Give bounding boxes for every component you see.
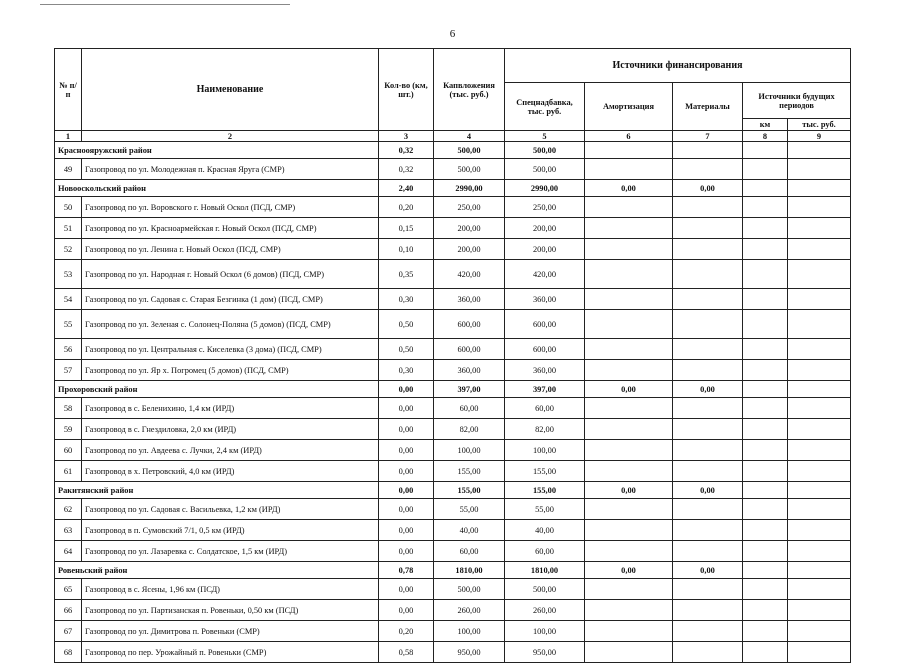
row-surcharge: 155,00 [505, 461, 585, 482]
table-row [55, 159, 851, 180]
row-name: Газопровод по пер. Урожайный п. Ровеньки (СМР) [82, 642, 379, 663]
col-number-9: 9 [788, 131, 851, 142]
row-name: Газопровод в х. Петровский, 4,0 км (ИРД) [82, 461, 379, 482]
table-row [55, 621, 851, 642]
row-future-km [743, 218, 788, 239]
row-future-sum [788, 159, 851, 180]
row-future-km [743, 159, 788, 180]
row-qty: 0,00 [379, 440, 434, 461]
row-materials [673, 642, 743, 663]
row-invest: 155,00 [434, 461, 505, 482]
row-materials [673, 579, 743, 600]
row-name: Газопровод по ул. Партизанская п. Ровеньки, 0,50 км (ПСД) [82, 600, 379, 621]
table-row [55, 541, 851, 562]
row-name: Газопровод по ул. Авдеева с. Лучки, 2,4 км (ИРД) [82, 440, 379, 461]
col-number-8: 8 [743, 131, 788, 142]
row-name: Газопровод по ул. Воровского г. Новый Оскол (ПСД, СМР) [82, 197, 379, 218]
district-amortization: 0,00 [585, 381, 673, 398]
row-name: Газопровод по ул. Садовая с. Старая Безгинка (1 дом) (ПСД, СМР) [82, 289, 379, 310]
district-row [55, 562, 851, 579]
row-future-km [743, 360, 788, 381]
row-number: 66 [55, 600, 82, 621]
row-materials [673, 398, 743, 419]
row-materials [673, 419, 743, 440]
table-row [55, 440, 851, 461]
row-qty: 0,50 [379, 339, 434, 360]
row-future-km [743, 600, 788, 621]
row-materials [673, 218, 743, 239]
row-amortization [585, 218, 673, 239]
row-invest: 200,00 [434, 239, 505, 260]
district-future-km [743, 482, 788, 499]
row-qty: 0,00 [379, 419, 434, 440]
row-name: Газопровод по ул. Народная г. Новый Оскол (6 домов) (ПСД, СМР) [82, 260, 379, 289]
col-number-6: 6 [585, 131, 673, 142]
financing-table [54, 48, 851, 663]
row-amortization [585, 461, 673, 482]
row-number: 49 [55, 159, 82, 180]
row-amortization [585, 499, 673, 520]
row-surcharge: 60,00 [505, 398, 585, 419]
table-row [55, 499, 851, 520]
district-future-km [743, 381, 788, 398]
row-future-km [743, 310, 788, 339]
row-surcharge: 200,00 [505, 218, 585, 239]
district-title: Прохоровский район [55, 381, 379, 398]
col-number-4: 4 [434, 131, 505, 142]
district-materials [673, 142, 743, 159]
row-future-sum [788, 520, 851, 541]
row-invest: 250,00 [434, 197, 505, 218]
row-number: 62 [55, 499, 82, 520]
row-future-sum [788, 440, 851, 461]
header-invest: Капвложения (тыс. руб.) [434, 49, 505, 131]
row-amortization [585, 310, 673, 339]
row-name: Газопровод по ул. Красноармейская г. Новый Оскол (ПСД, СМР) [82, 218, 379, 239]
row-qty: 0,20 [379, 197, 434, 218]
row-materials [673, 520, 743, 541]
district-surcharge: 155,00 [505, 482, 585, 499]
row-name: Газопровод по ул. Ленина г. Новый Оскол (ПСД, СМР) [82, 239, 379, 260]
district-future-km [743, 180, 788, 197]
row-invest: 60,00 [434, 541, 505, 562]
top-edge-line [40, 4, 290, 5]
row-invest: 55,00 [434, 499, 505, 520]
row-qty: 0,00 [379, 541, 434, 562]
row-future-sum [788, 419, 851, 440]
district-qty: 0,32 [379, 142, 434, 159]
district-future-sum [788, 482, 851, 499]
row-future-sum [788, 260, 851, 289]
district-invest: 2990,00 [434, 180, 505, 197]
row-name: Газопровод в с. Гнездиловка, 2,0 км (ИРД) [82, 419, 379, 440]
row-number: 68 [55, 642, 82, 663]
row-number: 60 [55, 440, 82, 461]
row-invest: 500,00 [434, 579, 505, 600]
table-row [55, 218, 851, 239]
row-future-km [743, 461, 788, 482]
district-future-sum [788, 562, 851, 579]
row-amortization [585, 621, 673, 642]
district-amortization: 0,00 [585, 180, 673, 197]
header-amortization: Амортизация [585, 83, 673, 131]
table-row [55, 520, 851, 541]
district-qty: 0,00 [379, 381, 434, 398]
district-surcharge: 500,00 [505, 142, 585, 159]
row-number: 63 [55, 520, 82, 541]
row-name: Газопровод по ул. Центральная с. Киселевка (3 дома) (ПСД, СМР) [82, 339, 379, 360]
district-invest: 1810,00 [434, 562, 505, 579]
row-name: Газопровод в с. Ясены, 1,96 км (ПСД) [82, 579, 379, 600]
row-future-sum [788, 461, 851, 482]
row-future-km [743, 239, 788, 260]
row-surcharge: 420,00 [505, 260, 585, 289]
row-materials [673, 197, 743, 218]
header-num: № п/п [55, 49, 82, 131]
row-qty: 0,58 [379, 642, 434, 663]
row-future-km [743, 398, 788, 419]
row-surcharge: 500,00 [505, 579, 585, 600]
row-future-km [743, 520, 788, 541]
row-invest: 260,00 [434, 600, 505, 621]
row-future-km [743, 289, 788, 310]
row-number: 55 [55, 310, 82, 339]
row-future-km [743, 541, 788, 562]
row-materials [673, 499, 743, 520]
col-number-3: 3 [379, 131, 434, 142]
row-future-km [743, 621, 788, 642]
row-number: 59 [55, 419, 82, 440]
table-row [55, 461, 851, 482]
col-number-7: 7 [673, 131, 743, 142]
row-amortization [585, 197, 673, 218]
district-qty: 0,00 [379, 482, 434, 499]
row-amortization [585, 419, 673, 440]
header-future-periods: Источники будущих периодов [743, 83, 851, 119]
header-surcharge: Спецнадбавка, тыс. руб. [505, 83, 585, 131]
header-thousand-rub: тыс. руб. [788, 119, 851, 131]
district-materials: 0,00 [673, 180, 743, 197]
row-number: 57 [55, 360, 82, 381]
row-future-sum [788, 541, 851, 562]
row-name: Газопровод по ул. Яр х. Погромец (5 домов) (ПСД, СМР) [82, 360, 379, 381]
row-name: Газопровод по ул. Димитрова п. Ровеньки (СМР) [82, 621, 379, 642]
page-number: 6 [449, 28, 456, 40]
row-qty: 0,10 [379, 239, 434, 260]
district-amortization: 0,00 [585, 562, 673, 579]
table-row [55, 310, 851, 339]
district-amortization: 0,00 [585, 482, 673, 499]
row-future-sum [788, 310, 851, 339]
header-materials: Материалы [673, 83, 743, 131]
row-surcharge: 950,00 [505, 642, 585, 663]
row-number: 67 [55, 621, 82, 642]
row-amortization [585, 289, 673, 310]
row-future-km [743, 579, 788, 600]
row-future-km [743, 260, 788, 289]
row-qty: 0,30 [379, 289, 434, 310]
header-qty: Кол-во (км, шт.) [379, 49, 434, 131]
district-materials: 0,00 [673, 482, 743, 499]
row-qty: 0,00 [379, 499, 434, 520]
row-invest: 100,00 [434, 621, 505, 642]
district-row [55, 142, 851, 159]
row-surcharge: 60,00 [505, 541, 585, 562]
row-name: Газопровод в п. Сумовский 7/1, 0,5 км (ИРД) [82, 520, 379, 541]
row-future-km [743, 499, 788, 520]
row-future-sum [788, 398, 851, 419]
row-name: Газопровод по ул. Зеленая с. Солонец-Поляна (5 домов) (ПСД, СМР) [82, 310, 379, 339]
row-invest: 360,00 [434, 289, 505, 310]
district-qty: 2,40 [379, 180, 434, 197]
row-invest: 82,00 [434, 419, 505, 440]
row-amortization [585, 440, 673, 461]
row-number: 54 [55, 289, 82, 310]
row-qty: 0,00 [379, 461, 434, 482]
row-number: 50 [55, 197, 82, 218]
table-row [55, 239, 851, 260]
row-name: Газопровод по ул. Лазаревка с. Солдатское, 1,5 км (ИРД) [82, 541, 379, 562]
district-future-sum [788, 381, 851, 398]
table-row [55, 289, 851, 310]
header-name: Наименование [82, 49, 379, 131]
row-qty: 0,00 [379, 600, 434, 621]
row-materials [673, 260, 743, 289]
table-row [55, 579, 851, 600]
district-row [55, 482, 851, 499]
row-invest: 500,00 [434, 159, 505, 180]
row-materials [673, 461, 743, 482]
col-number-2: 2 [82, 131, 379, 142]
row-qty: 0,32 [379, 159, 434, 180]
row-materials [673, 289, 743, 310]
row-future-km [743, 339, 788, 360]
row-invest: 420,00 [434, 260, 505, 289]
col-number-5: 5 [505, 131, 585, 142]
row-materials [673, 239, 743, 260]
row-future-km [743, 419, 788, 440]
row-materials [673, 541, 743, 562]
row-qty: 0,00 [379, 579, 434, 600]
row-name: Газопровод в с. Беленихино, 1,4 км (ИРД) [82, 398, 379, 419]
row-number: 64 [55, 541, 82, 562]
row-future-km [743, 197, 788, 218]
row-future-sum [788, 642, 851, 663]
row-number: 65 [55, 579, 82, 600]
col-number-1: 1 [55, 131, 82, 142]
row-future-sum [788, 197, 851, 218]
row-materials [673, 310, 743, 339]
row-number: 52 [55, 239, 82, 260]
row-future-sum [788, 289, 851, 310]
district-future-sum [788, 180, 851, 197]
row-surcharge: 200,00 [505, 239, 585, 260]
table-row [55, 600, 851, 621]
row-qty: 0,30 [379, 360, 434, 381]
row-future-sum [788, 218, 851, 239]
row-qty: 0,15 [379, 218, 434, 239]
row-amortization [585, 360, 673, 381]
row-surcharge: 260,00 [505, 600, 585, 621]
table-body [55, 142, 851, 663]
row-materials [673, 159, 743, 180]
row-surcharge: 250,00 [505, 197, 585, 218]
row-surcharge: 600,00 [505, 339, 585, 360]
table-row [55, 360, 851, 381]
row-number: 61 [55, 461, 82, 482]
row-qty: 0,20 [379, 621, 434, 642]
table-row [55, 419, 851, 440]
table-row [55, 260, 851, 289]
district-amortization [585, 142, 673, 159]
row-surcharge: 360,00 [505, 289, 585, 310]
header-km: км [743, 119, 788, 131]
district-future-km [743, 562, 788, 579]
row-materials [673, 440, 743, 461]
district-materials: 0,00 [673, 562, 743, 579]
row-future-km [743, 440, 788, 461]
district-materials: 0,00 [673, 381, 743, 398]
table-row [55, 339, 851, 360]
row-future-sum [788, 600, 851, 621]
row-surcharge: 100,00 [505, 621, 585, 642]
row-surcharge: 55,00 [505, 499, 585, 520]
row-invest: 600,00 [434, 339, 505, 360]
row-amortization [585, 239, 673, 260]
district-invest: 397,00 [434, 381, 505, 398]
row-materials [673, 339, 743, 360]
row-future-sum [788, 621, 851, 642]
row-materials [673, 621, 743, 642]
district-invest: 500,00 [434, 142, 505, 159]
row-invest: 100,00 [434, 440, 505, 461]
row-materials [673, 360, 743, 381]
row-future-sum [788, 360, 851, 381]
row-surcharge: 500,00 [505, 159, 585, 180]
row-qty: 0,00 [379, 520, 434, 541]
district-future-sum [788, 142, 851, 159]
district-invest: 155,00 [434, 482, 505, 499]
row-amortization [585, 260, 673, 289]
district-row [55, 381, 851, 398]
row-surcharge: 82,00 [505, 419, 585, 440]
row-surcharge: 360,00 [505, 360, 585, 381]
row-qty: 0,50 [379, 310, 434, 339]
row-amortization [585, 642, 673, 663]
table-row [55, 398, 851, 419]
row-future-sum [788, 579, 851, 600]
district-surcharge: 397,00 [505, 381, 585, 398]
row-number: 56 [55, 339, 82, 360]
district-title: Красноояружский район [55, 142, 379, 159]
header-sources: Источники финансирования [505, 49, 851, 83]
table-row [55, 642, 851, 663]
row-amortization [585, 339, 673, 360]
row-invest: 950,00 [434, 642, 505, 663]
district-title: Ракитянский район [55, 482, 379, 499]
district-surcharge: 1810,00 [505, 562, 585, 579]
row-amortization [585, 520, 673, 541]
row-invest: 360,00 [434, 360, 505, 381]
row-surcharge: 600,00 [505, 310, 585, 339]
district-title: Ровеньский район [55, 562, 379, 579]
district-row [55, 180, 851, 197]
district-future-km [743, 142, 788, 159]
row-number: 51 [55, 218, 82, 239]
row-name: Газопровод по ул. Молодежная п. Красная Яруга (СМР) [82, 159, 379, 180]
row-surcharge: 100,00 [505, 440, 585, 461]
district-qty: 0,78 [379, 562, 434, 579]
row-future-sum [788, 239, 851, 260]
row-materials [673, 600, 743, 621]
table-row [55, 197, 851, 218]
row-number: 58 [55, 398, 82, 419]
row-amortization [585, 398, 673, 419]
row-amortization [585, 600, 673, 621]
row-invest: 200,00 [434, 218, 505, 239]
row-qty: 0,00 [379, 398, 434, 419]
row-amortization [585, 579, 673, 600]
row-amortization [585, 541, 673, 562]
row-amortization [585, 159, 673, 180]
row-surcharge: 40,00 [505, 520, 585, 541]
row-future-km [743, 642, 788, 663]
row-name: Газопровод по ул. Садовая с. Васильевка, 1,2 км (ИРД) [82, 499, 379, 520]
district-surcharge: 2990,00 [505, 180, 585, 197]
row-invest: 600,00 [434, 310, 505, 339]
row-invest: 40,00 [434, 520, 505, 541]
district-title: Новооскольский район [55, 180, 379, 197]
row-qty: 0,35 [379, 260, 434, 289]
row-future-sum [788, 499, 851, 520]
row-invest: 60,00 [434, 398, 505, 419]
row-number: 53 [55, 260, 82, 289]
row-future-sum [788, 339, 851, 360]
